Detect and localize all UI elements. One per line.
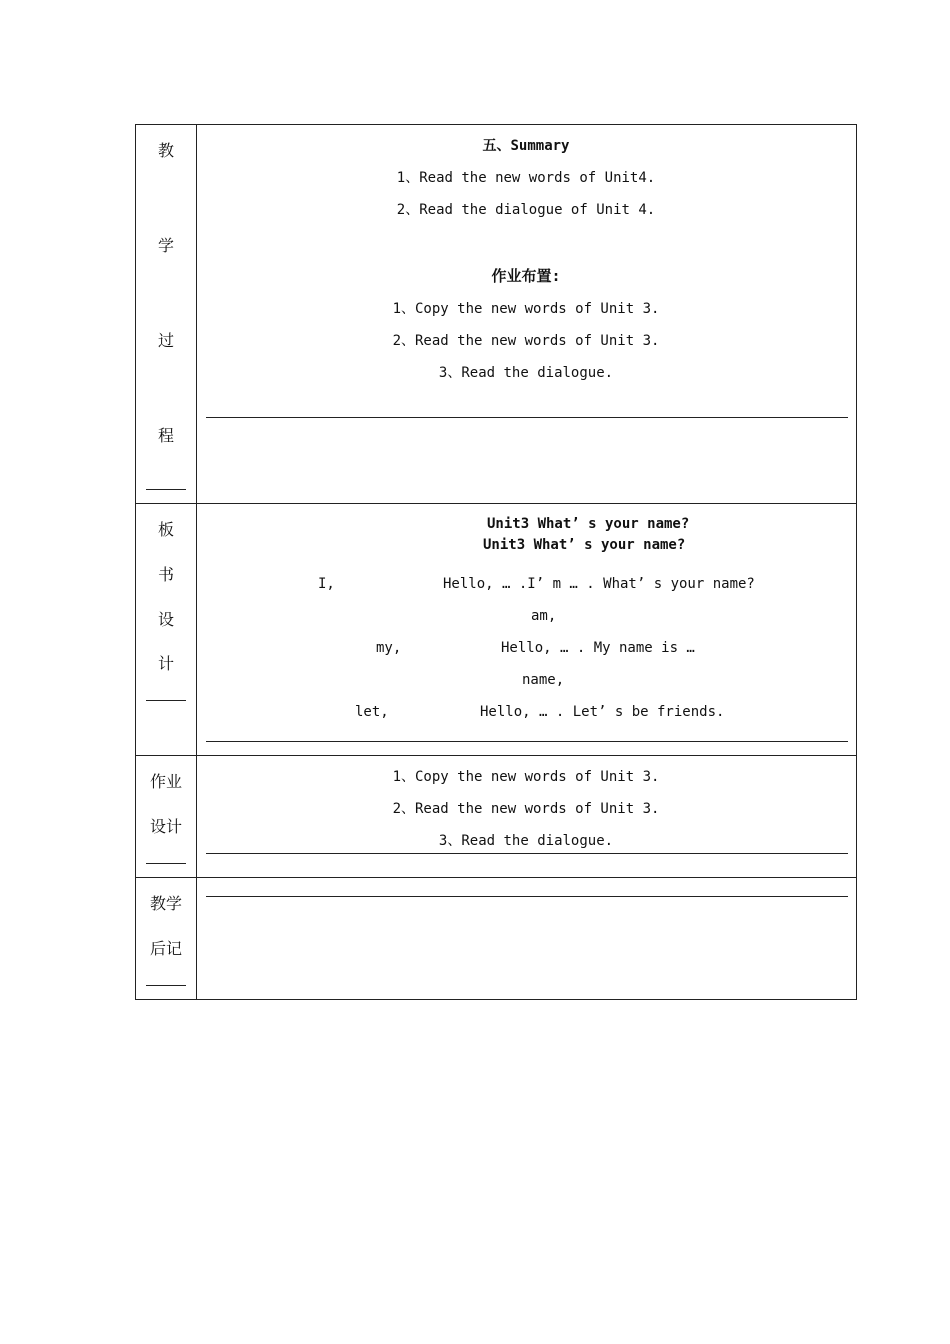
homework-item: 3、Read the dialogue. [438,365,614,381]
row-divider [136,877,856,878]
content-rule [206,896,848,897]
section-label-process-4: 程 [157,426,174,445]
board-sentence: Hello, … .I’ m … . What’ s your name? [443,576,755,592]
label-underline [146,985,186,986]
section-label-process-2: 学 [157,236,174,255]
homework-item: 1、Copy the new words of Unit 3. [392,301,660,317]
section-label-homework-2: 设计 [149,817,182,836]
section-label-board-4: 计 [157,654,174,673]
label-underline [146,489,186,490]
section-label-board-1: 板 [157,520,174,539]
board-word: am, [531,608,557,624]
board-word: name, [522,672,565,688]
board-title: Unit3 What’ s your name? [487,516,690,532]
board-word: my, [376,640,402,656]
homework-design-item: 1、Copy the new words of Unit 3. [392,769,660,785]
section-label-homework-1: 作业 [149,772,182,791]
content-rule [206,417,848,418]
board-word: I, [318,576,335,592]
homework-design-item: 2、Read the new words of Unit 3. [392,801,660,817]
row-divider [136,503,856,504]
content-rule [206,853,848,854]
homework-design-item: 3、Read the dialogue. [438,833,614,849]
section-label-board-3: 设 [157,610,174,629]
homework-item: 2、Read the new words of Unit 3. [392,333,660,349]
column-divider [196,125,197,999]
label-underline [146,700,186,701]
section-label-board-2: 书 [157,565,174,584]
lesson-plan-table [135,124,857,1000]
board-sentence: Hello, … . My name is … [501,640,695,656]
label-underline [146,863,186,864]
summary-item: 1、Read the new words of Unit4. [396,170,656,186]
content-rule [206,741,848,742]
board-word: let, [355,704,389,720]
section-label-notes-1: 教学 [149,894,182,913]
summary-item: 2、Read the dialogue of Unit 4. [396,202,656,218]
board-sentence: Hello, … . Let’ s be friends. [480,704,725,720]
section-label-notes-2: 后记 [149,939,182,958]
board-title: Unit3 What’ s your name? [483,537,686,553]
homework-title: 作业布置: [491,267,561,285]
section-label-process-1: 教 [157,141,174,160]
summary-title: 五、Summary [482,138,570,154]
row-divider [136,755,856,756]
section-label-process-3: 过 [157,331,174,350]
